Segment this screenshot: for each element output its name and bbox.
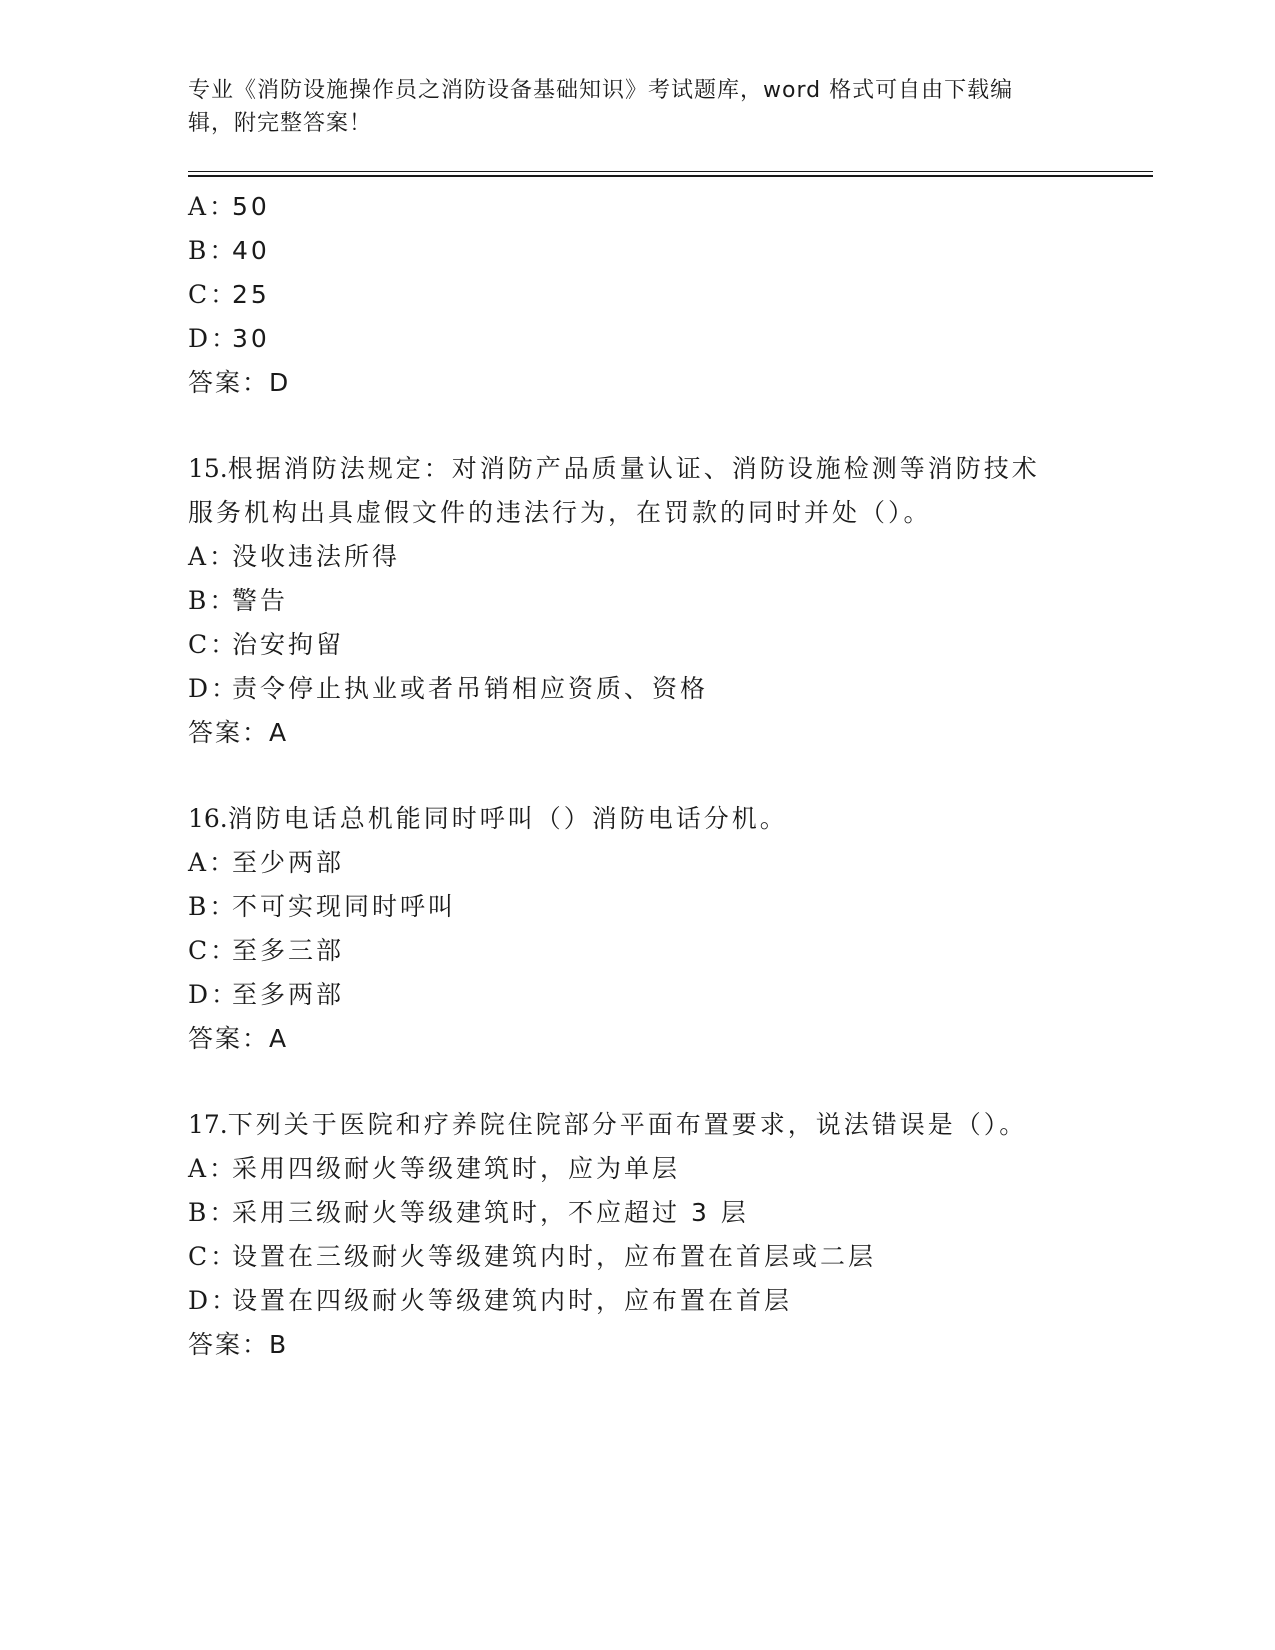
- question-15-answer: 答案：A: [188, 718, 289, 747]
- option-text: 50: [232, 192, 270, 221]
- question-15-option-b: [188, 586, 288, 616]
- option-text: 至少两部: [232, 848, 345, 877]
- question-text: 消防电话总机能同时呼叫（）消防电话分机。: [227, 804, 788, 833]
- prev-option-c: [188, 280, 270, 310]
- option-letter: A：: [188, 1154, 238, 1183]
- header-line-2: 辑，附完整答案！: [188, 111, 373, 136]
- question-text: 根据消防法规定：对消防产品质量认证、消防设施检测等消防技术: [227, 454, 1040, 483]
- question-15-option-c: [188, 630, 344, 660]
- question-17-option-a: [188, 1154, 680, 1184]
- option-text: 责令停止执业或者吊销相应资质、资格: [232, 674, 709, 703]
- option-text: 设置在四级耐火等级建筑内时，应布置在首层: [232, 1286, 793, 1315]
- header-divider-top: [188, 171, 1153, 172]
- option-letter: D：: [188, 980, 240, 1009]
- question-17-option-c: [188, 1242, 876, 1272]
- option-text: 采用四级耐火等级建筑时，应为单层: [232, 1154, 681, 1183]
- option-text: 不可实现同时呼叫: [232, 892, 457, 921]
- prev-option-b: [188, 236, 270, 266]
- question-15-option-d: [188, 674, 708, 704]
- prev-option-a: [188, 192, 270, 222]
- question-16-option-d: [188, 980, 344, 1010]
- question-17-answer: 答案：B: [188, 1330, 289, 1359]
- question-text: 下列关于医院和疗养院住院部分平面布置要求，说法错误是（）。: [227, 1110, 1028, 1139]
- option-text: 没收违法所得: [232, 542, 401, 571]
- question-16-option-a: [188, 848, 344, 878]
- header-divider-bottom: [188, 175, 1153, 177]
- option-text: 治安拘留: [232, 630, 345, 659]
- question-16-option-b: [188, 892, 456, 922]
- option-letter: A：: [188, 542, 238, 571]
- header-line-1: 专业《消防设施操作员之消防设备基础知识》考试题库，word 格式可自由下载编: [188, 78, 1014, 103]
- option-letter: D：: [188, 1286, 240, 1315]
- question-15-option-a: [188, 542, 400, 572]
- question-number: 17.: [188, 1110, 228, 1139]
- option-letter: D：: [188, 324, 240, 353]
- option-letter: C：: [188, 936, 239, 965]
- question-number: 15.: [188, 454, 228, 483]
- option-letter: B：: [188, 586, 238, 615]
- option-text: 至多三部: [232, 936, 345, 965]
- option-letter: B：: [188, 1198, 238, 1227]
- option-letter: C：: [188, 280, 239, 309]
- prev-answer: 答案：D: [188, 368, 291, 397]
- document-header: [188, 74, 1068, 140]
- question-17-option-b: [188, 1198, 749, 1228]
- question-17-stem-line-1: [188, 1110, 1027, 1140]
- prev-option-d: [188, 324, 270, 354]
- option-letter: B：: [188, 236, 238, 265]
- option-text: 30: [232, 324, 270, 353]
- question-16-stem-line-1: [188, 804, 788, 834]
- question-17-option-d: [188, 1286, 792, 1316]
- option-text: 25: [232, 280, 270, 309]
- question-16-option-c: [188, 936, 344, 966]
- question-16-answer: 答案：A: [188, 1024, 289, 1053]
- option-text: 40: [232, 236, 270, 265]
- option-text: 设置在三级耐火等级建筑内时，应布置在首层或二层: [232, 1242, 877, 1271]
- option-letter: C：: [188, 630, 239, 659]
- option-letter: C：: [188, 1242, 239, 1271]
- question-15-stem-line-1: [188, 454, 1040, 484]
- option-letter: A：: [188, 848, 238, 877]
- option-text: 采用三级耐火等级建筑时，不应超过 3 层: [232, 1198, 749, 1227]
- question-15-stem-line-2: 服务机构出具虚假文件的违法行为，在罚款的同时并处（）。: [188, 498, 932, 527]
- option-letter: D：: [188, 674, 240, 703]
- option-text: 警告: [232, 586, 289, 615]
- question-number: 16.: [188, 804, 228, 833]
- option-letter: A：: [188, 192, 238, 221]
- option-text: 至多两部: [232, 980, 345, 1009]
- option-letter: B：: [188, 892, 238, 921]
